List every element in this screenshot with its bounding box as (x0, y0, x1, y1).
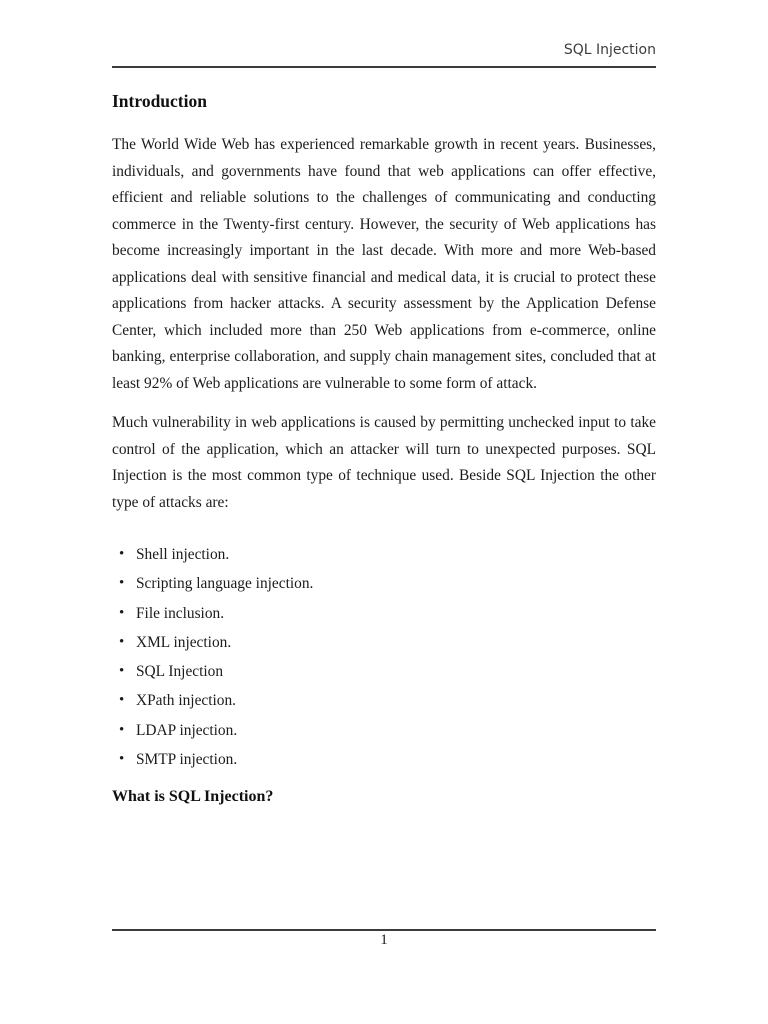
list-item (112, 599, 656, 628)
page-content (112, 0, 656, 807)
heading-what-is-sql-injection: What is SQL Injection? (112, 788, 274, 806)
list-item-text: XML injection. (136, 633, 232, 651)
list-item-text: LDAP injection. (136, 721, 238, 739)
header-running-title: SQL Injection (563, 42, 656, 58)
list-item-text: SMTP injection. (136, 751, 238, 769)
list-item (112, 716, 656, 745)
page-number: 1 (380, 932, 388, 948)
text-line: Center, which included more than 250 Web applications from e-commerce, online (112, 321, 656, 339)
text-line: banking, enterprise collaboration, and supply chain management sites, concluded that at (112, 348, 656, 365)
list-item (112, 540, 656, 569)
bullet-icon: • (119, 604, 125, 621)
text-line: commerce in the Twenty-first century. However, the security of Web applications has (112, 215, 656, 233)
text-line: applications from hacker attacks. A security assessment by the Application Defense (112, 295, 656, 312)
text-line: applications deal with sensitive financial and medical data, it is crucial to protect these (112, 268, 656, 286)
bullet-icon: • (119, 751, 125, 768)
text-line: type of attacks are: (112, 493, 229, 511)
list-item-text: Shell injection. (136, 546, 230, 563)
paragraph-intro-2 (112, 410, 656, 516)
header-rule (112, 66, 656, 68)
bullet-icon: • (119, 575, 125, 592)
bullet-icon: • (119, 633, 125, 650)
text-line: efficient and reliable solutions to the challenges of communicating and conducting (112, 189, 656, 206)
text-line: The World Wide Web has experienced remarkable growth in recent years. Businesses, (112, 136, 656, 153)
list-item-text: SQL Injection (136, 663, 224, 681)
paragraph-intro-1 (112, 132, 656, 397)
bullet-icon: • (119, 721, 125, 738)
text-line: Injection is the most common type of technique used. Beside SQL Injection the other (112, 467, 656, 484)
list-item (112, 569, 656, 598)
text-line: become increasingly important in the last decade. With more and more Web-based (112, 242, 656, 259)
list-item (112, 628, 656, 657)
bullet-icon: • (119, 663, 125, 680)
list-item (112, 745, 656, 774)
text-line: Much vulnerability in web applications is caused by permitting unchecked input to take (112, 414, 656, 431)
list-item (112, 686, 656, 715)
list-item (112, 657, 656, 686)
heading-introduction: Introduction (112, 91, 207, 111)
bullet-icon: • (119, 546, 125, 562)
attack-types-list (112, 540, 656, 774)
text-line: control of the application, which an attacker will turn to unexpected purposes. SQL (112, 440, 656, 458)
page-footer (112, 929, 656, 948)
list-item-text: File inclusion. (136, 604, 225, 622)
bullet-icon: • (119, 692, 125, 709)
list-item-text: XPath injection. (136, 692, 237, 710)
text-line: least 92% of Web applications are vulnerable to some form of attack. (112, 374, 537, 392)
list-item-text: Scripting language injection. (136, 575, 314, 593)
text-line: individuals, and governments have found that web applications can offer effective, (112, 162, 656, 180)
